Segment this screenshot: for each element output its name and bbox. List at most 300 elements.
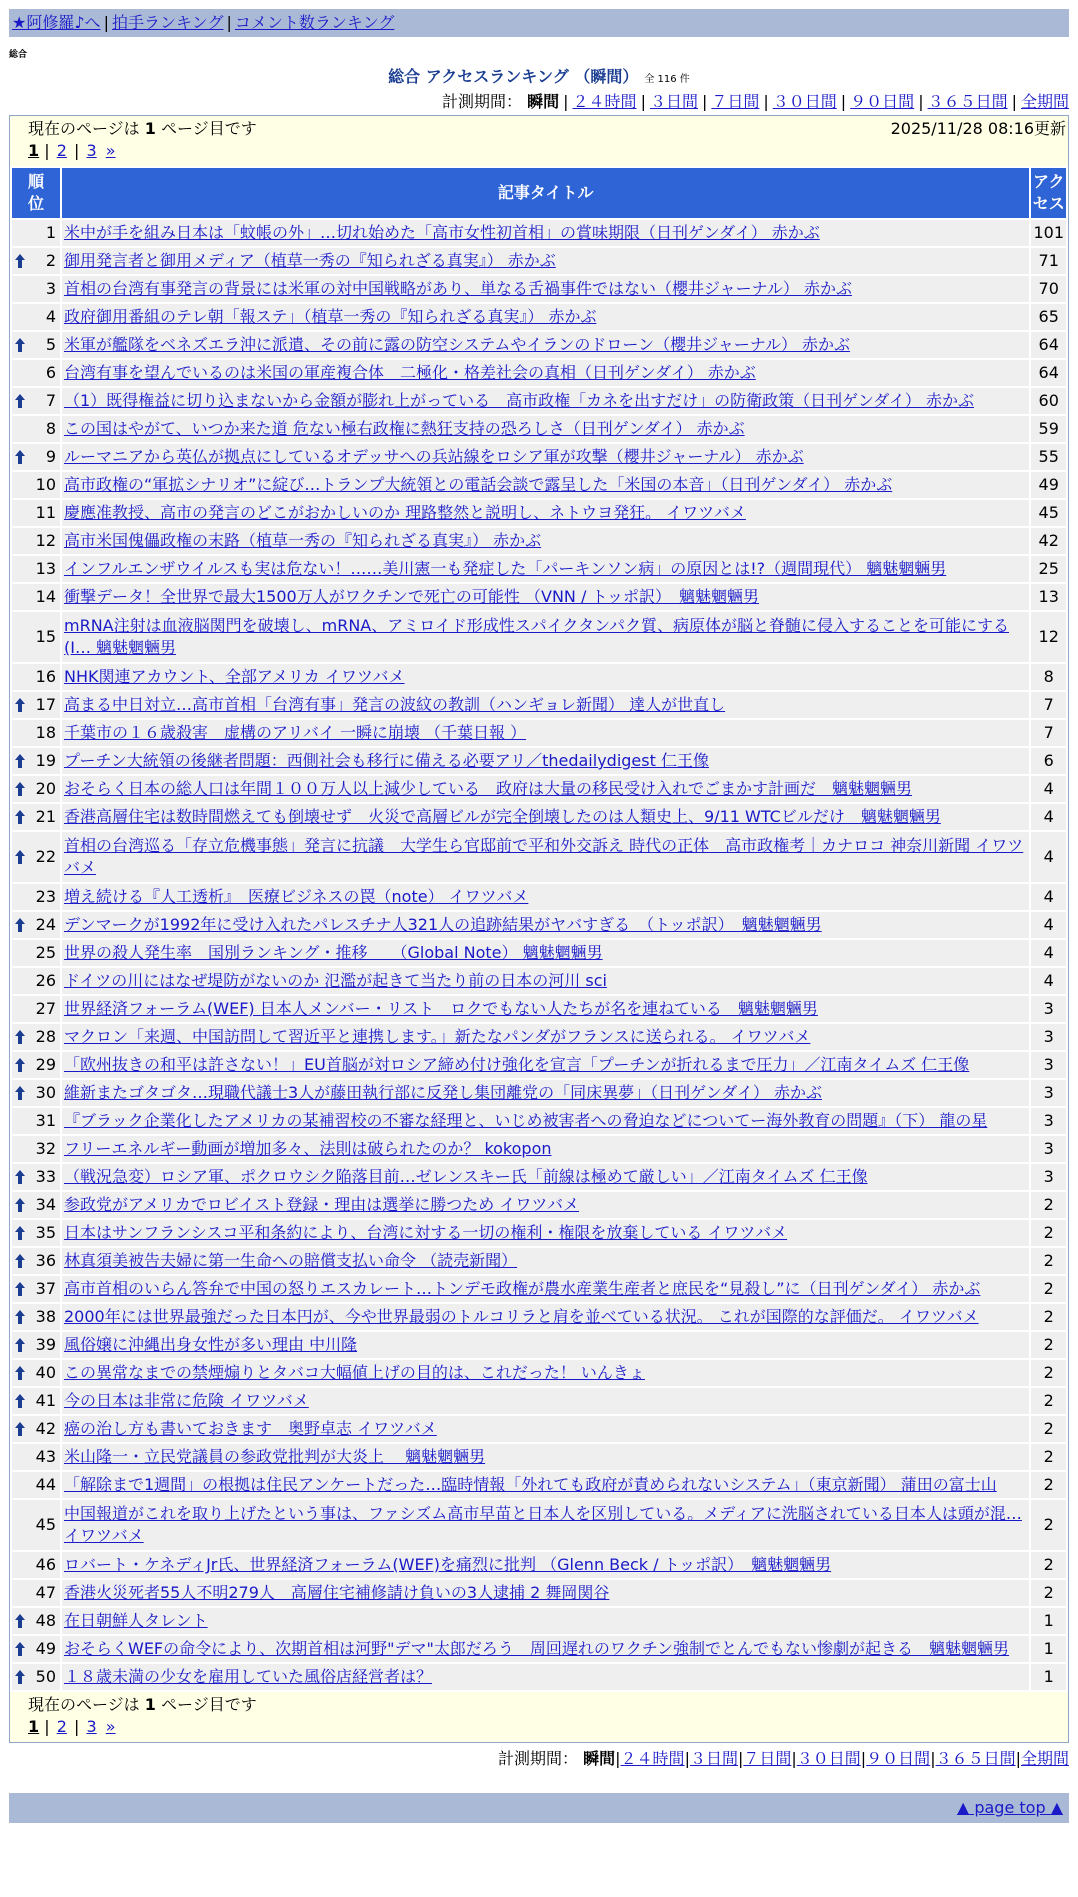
table-row [12, 612, 1066, 662]
title-cell [62, 1580, 1029, 1606]
title-cell [62, 304, 1029, 330]
article-link[interactable]: 癌の治し方も書いておきます 奥野卓志 イワツバメ [64, 1419, 437, 1438]
table-row [12, 556, 1066, 582]
rank-cell [12, 388, 60, 414]
period-label: 計測期間： [498, 1749, 579, 1768]
rank-number: 11 [35, 503, 56, 522]
rank-cell [12, 1192, 60, 1218]
rank-number: 20 [35, 779, 56, 798]
rank-number: 39 [35, 1335, 56, 1354]
rank-number: 33 [35, 1167, 56, 1186]
current-page: 1 [28, 141, 40, 160]
page-top-link[interactable]: ▲ page top ▲ [956, 1798, 1063, 1817]
pager-bottom [10, 1692, 1068, 1742]
title-cell [62, 332, 1029, 358]
up-arrow-icon [14, 1421, 26, 1437]
page-separator: | [68, 1717, 85, 1736]
article-link[interactable]: ルーマニアから英仏が拠点にしているオデッサへの兵站線をロシア軍が攻撃（櫻井ジャーナル） 赤かぶ [64, 447, 804, 466]
title-cell [62, 1360, 1029, 1386]
up-arrow-icon [14, 449, 26, 465]
title-cell [62, 1164, 1029, 1190]
access-count: 60 [1031, 388, 1066, 414]
table-row [12, 276, 1066, 302]
rank-cell [12, 1580, 60, 1606]
article-link[interactable]: 維新またゴタゴタ…現職代議士3人が藤田執行部に反発し集団離党の「同床異夢」（日刊ゲンダイ） 赤かぶ [64, 1083, 822, 1102]
comment-ranking-link[interactable]: コメント数ランキング [234, 13, 395, 32]
up-arrow-icon [14, 917, 26, 933]
title-cell [62, 968, 1029, 994]
rank-cell [12, 332, 60, 358]
rank-cell [12, 1024, 60, 1050]
rank-cell [12, 1248, 60, 1274]
title-cell [62, 996, 1029, 1022]
title-cell [62, 1220, 1029, 1246]
title-cell [62, 804, 1029, 830]
rank-number: 30 [35, 1083, 56, 1102]
article-link[interactable]: 衝撃データ！全世界で最大1500万人がワクチンで死亡の可能性 （VNN / トッポ訳） 魑魅魍魎男 [64, 587, 759, 606]
period-link-0[interactable]: ２４時間 [620, 1749, 685, 1768]
rank-cell [12, 612, 60, 662]
article-link[interactable]: 高市米国傀儡政権の末路（植草一秀の『知られざる真実』） 赤かぶ [64, 531, 542, 550]
access-count: 4 [1031, 776, 1066, 802]
period-link-2[interactable]: ７日間 [711, 92, 760, 111]
rank-number: 26 [35, 971, 56, 990]
access-count: 42 [1031, 528, 1066, 554]
access-count: 2 [1031, 1192, 1066, 1218]
article-link[interactable]: （1）既得権益に切り込まないから金額が膨れ上がっている 高市政権「カネを出すだけ」の防衛政策（日刊ゲンダイ） 赤かぶ [64, 391, 974, 410]
title-cell [62, 1472, 1029, 1498]
title-cell [62, 1416, 1029, 1442]
table-row [12, 500, 1066, 526]
up-arrow-icon [14, 1057, 26, 1073]
article-link[interactable]: 風俗嬢に沖縄出身女性が多い理由 中川隆 [64, 1335, 358, 1354]
rank-number: 3 [45, 279, 56, 298]
article-link[interactable]: NHK関連アカウント、全部アメリカ イワツバメ [64, 667, 405, 686]
period-link-6[interactable]: 全期間 [1020, 92, 1069, 111]
title-cell [62, 1552, 1029, 1578]
home-link[interactable]: ★阿修羅♪へ [12, 13, 101, 32]
period-current: 瞬間 [527, 92, 560, 111]
period-current: 瞬間 [583, 1749, 616, 1768]
article-link[interactable]: 世界経済フォーラム(WEF) 日本人メンバー・リスト ロクでもない人たちが名を連ねている 魑魅魍魎男 [64, 999, 818, 1018]
rank-cell [12, 1052, 60, 1078]
access-count: 2 [1031, 1580, 1066, 1606]
rank-number: 16 [35, 667, 56, 686]
title-cell [62, 832, 1029, 882]
article-link[interactable]: 首相の台湾有事発言の背景には米軍の対中国戦略があり、単なる舌禍事件ではない（櫻井ジャーナル） 赤かぶ [64, 279, 852, 298]
table-row [12, 248, 1066, 274]
title-cell [62, 360, 1029, 386]
article-link[interactable]: 香港高層住宅は数時間燃えても倒壊せず 火災で高層ビルが完全倒壊したのは人類史上、9/11 WTCビルだけ 魑魅魍魎男 [64, 807, 941, 826]
article-link[interactable]: 日本はサンフランシスコ平和条約により、台湾に対する一切の権利・権限を放棄している イワツバメ [64, 1223, 788, 1242]
table-row [12, 1388, 1066, 1414]
period-separator: | [1015, 1749, 1021, 1768]
table-row [12, 1636, 1066, 1662]
table-row [12, 1052, 1066, 1078]
rank-cell [12, 1472, 60, 1498]
table-row [12, 968, 1066, 994]
article-link[interactable]: 2000年には世界最強だった日本円が、今や世界最弱のトルコリラと肩を並べている状況。 これが国際的な評価だ。 イワツバメ [64, 1307, 979, 1326]
access-count: 1 [1031, 1608, 1066, 1634]
period-separator: | [563, 92, 569, 111]
title-cell [62, 416, 1029, 442]
page-title: 総合 アクセスランキング （瞬間） [388, 67, 639, 86]
title-cell [62, 1444, 1029, 1470]
up-arrow-icon [14, 1309, 26, 1325]
period-links [559, 92, 1069, 111]
rank-cell [12, 1664, 60, 1690]
rank-number: 9 [45, 447, 56, 466]
rank-number: 46 [35, 1555, 56, 1574]
table-row [12, 1024, 1066, 1050]
rank-cell [12, 444, 60, 470]
rank-cell [12, 804, 60, 830]
title-cell [62, 1608, 1029, 1634]
access-count: 2 [1031, 1416, 1066, 1442]
article-link[interactable]: フリーエネルギー動画が増加多々、法則は破られたのか？ kokopon [64, 1139, 552, 1158]
access-count: 4 [1031, 804, 1066, 830]
page-separator: | [39, 1717, 55, 1736]
access-count: 45 [1031, 500, 1066, 526]
rank-cell [12, 912, 60, 938]
title-cell [62, 1108, 1029, 1134]
col-rank-header: 順位 [12, 168, 60, 218]
up-arrow-icon [14, 1641, 26, 1657]
rank-cell [12, 248, 60, 274]
pager-top [10, 116, 1068, 166]
rank-cell [12, 968, 60, 994]
period-link-6[interactable]: 全期間 [1020, 1749, 1069, 1768]
article-link[interactable]: 政府御用番組のテレ朝「報ステ」（植草一秀の『知られざる真実』） 赤かぶ [64, 307, 597, 326]
access-count: 4 [1031, 912, 1066, 938]
page-link-1[interactable]: 3 [86, 1717, 97, 1736]
up-arrow-icon [14, 337, 26, 353]
period-link-1[interactable]: ３日間 [689, 1749, 738, 1768]
title-cell [62, 1192, 1029, 1218]
rank-cell [12, 1636, 60, 1662]
article-link[interactable]: 米中が手を組み日本は「蚊帳の外」…切れ始めた「高市女性初首相」の賞味期限（日刊ゲンダイ） 赤かぶ [64, 223, 820, 242]
rank-cell [12, 1080, 60, 1106]
access-count: 2 [1031, 1444, 1066, 1470]
title-cell [62, 1636, 1029, 1662]
access-count: 2 [1031, 1360, 1066, 1386]
rank-number: 8 [45, 419, 56, 438]
article-link[interactable]: 「欧州抜きの和平は許さない！」EU首脳が対ロシア締め付け強化を宣言「プーチンが折れるまで圧力」／江南タイムズ 仁王像 [64, 1055, 970, 1074]
table-row [12, 1192, 1066, 1218]
rank-cell [12, 360, 60, 386]
page-separator: | [68, 141, 85, 160]
nav-separator: | [103, 13, 109, 32]
page-link-2[interactable]: » [105, 1717, 116, 1736]
title-cell [62, 584, 1029, 610]
access-count: 70 [1031, 276, 1066, 302]
rank-number: 42 [35, 1419, 56, 1438]
rank-number: 27 [35, 999, 56, 1018]
article-link[interactable]: 米軍が艦隊をベネズエラ沖に派遣、その前に露の防空システムやイランのドローン（櫻井ジャーナル） 赤かぶ [64, 335, 851, 354]
article-link[interactable]: 首相の台湾巡る「存立危機事態」発言に抗議 大学生ら官邸前で平和外交訴え 時代の正体 高市政権考｜カナロコ 神奈川新聞 イワツバメ [64, 836, 1024, 877]
table-row [12, 220, 1066, 246]
period-separator: | [701, 92, 708, 111]
period-label: 計測期間： [442, 92, 523, 111]
article-link[interactable]: この国はやがて、いつか来た道 危ない極右政権に熱狂支持の恐ろしさ（日刊ゲンダイ） 赤かぶ [64, 419, 745, 438]
article-link[interactable]: mRNA注射は血液脳関門を破壊し、mRNA、アミロイド形成性スパイクタンパク質、病原体が脳と脊髄に侵入することを可能にする(I… 魑魅魍魎男 [64, 616, 1009, 657]
period-link-5[interactable]: ３６５日間 [927, 92, 1008, 111]
rank-number: 45 [35, 1515, 56, 1534]
period-link-1[interactable]: ３日間 [649, 92, 698, 111]
page-links [28, 1716, 1068, 1738]
table-row [12, 692, 1066, 718]
rank-number: 6 [45, 363, 56, 382]
rank-number: 14 [35, 587, 56, 606]
access-count: 3 [1031, 1080, 1066, 1106]
article-link[interactable]: 慶應准教授、高市の発言のどこがおかしいのか 理路整然と説明し、ネトウヨ発狂。 イワツバメ [64, 503, 746, 522]
article-link[interactable]: この異常なまでの禁煙煽りとタバコ大幅値上げの目的は、これだった！ いんきょ [64, 1363, 645, 1382]
article-link[interactable]: おそらくWEFの命令により、次期首相は河野"デマ"太郎だろう 周回遅れのワクチン強制でとんでもない惨劇が起きる 魑魅魍魎男 [64, 1639, 1010, 1658]
article-link[interactable]: プーチン大統領の後継者問題：西側社会も移行に備える必要アリ／thedailydigest 仁王像 [64, 751, 709, 770]
access-count: 8 [1031, 664, 1066, 690]
access-count: 2 [1031, 1472, 1066, 1498]
article-link[interactable]: 御用発言者と御用メディア（植草一秀の『知られざる真実』） 赤かぶ [64, 251, 556, 270]
access-count: 2 [1031, 1332, 1066, 1358]
table-row [12, 1416, 1066, 1442]
article-link[interactable]: ドイツの川にはなぜ堤防がないのか 氾濫が起きて当たり前の日本の河川 sci [64, 971, 607, 990]
up-arrow-icon [14, 1029, 26, 1045]
title-cell [62, 388, 1029, 414]
rank-cell [12, 692, 60, 718]
page-link-0[interactable]: 2 [56, 1717, 67, 1736]
access-count: 3 [1031, 1164, 1066, 1190]
rank-cell [12, 1608, 60, 1634]
rank-number: 15 [35, 627, 56, 646]
period-separator: | [918, 92, 924, 111]
article-link[interactable]: 参政党がアメリカでロビイスト登録・理由は選挙に勝つため イワツバメ [64, 1195, 580, 1214]
rank-number: 22 [35, 847, 56, 866]
rank-number: 5 [45, 335, 56, 354]
article-link[interactable]: 林真須美被告夫婦に第一生命への賠償支払い命令 （読売新聞） [64, 1251, 518, 1270]
table-row [12, 444, 1066, 470]
access-count: 64 [1031, 360, 1066, 386]
table-row [12, 832, 1066, 882]
article-link[interactable]: 在日朝鮮人タレント [64, 1611, 208, 1630]
current-page: 1 [28, 1717, 40, 1736]
access-count: 55 [1031, 444, 1066, 470]
up-arrow-icon [14, 1281, 26, 1297]
rank-number: 35 [35, 1223, 56, 1242]
ranking-table [10, 166, 1068, 1692]
heading [9, 67, 1069, 87]
table-row [12, 1248, 1066, 1274]
up-arrow-icon [14, 1337, 26, 1353]
rank-cell [12, 1360, 60, 1386]
title-cell [62, 776, 1029, 802]
table-row [12, 996, 1066, 1022]
access-count: 3 [1031, 1052, 1066, 1078]
up-arrow-icon [14, 1169, 26, 1185]
table-row [12, 1580, 1066, 1606]
access-count: 101 [1031, 220, 1066, 246]
title-cell [62, 276, 1029, 302]
article-link[interactable]: 台湾有事を望んでいるのは米国の軍産複合体 二極化・格差社会の真相（日刊ゲンダイ） 赤かぶ [64, 363, 756, 382]
up-arrow-icon [14, 1669, 26, 1685]
article-link[interactable]: 『ブラック企業化したアメリカの某補習校の不審な経理と、いじめ被害者への脅迫などについてー海外教育の問題』（下） 龍の星 [64, 1111, 988, 1130]
footer-bar [9, 1793, 1069, 1823]
rank-number: 18 [35, 723, 56, 742]
access-count: 64 [1031, 332, 1066, 358]
article-link[interactable]: 高まる中日対立…高市首相「台湾有事」発言の波紋の教訓（ハンギョレ新聞） 達人が世直し [64, 695, 726, 714]
article-link[interactable]: デンマークが1992年に受け入れたパレスチナ人321人の追跡結果がヤバすぎる （トッポ訳） 魑魅魍魎男 [64, 915, 822, 934]
title-cell [62, 1248, 1029, 1274]
up-arrow-icon [14, 697, 26, 713]
rank-cell [12, 1388, 60, 1414]
period-separator: | [640, 92, 646, 111]
col-access-header: アクセス [1031, 168, 1066, 218]
access-count: 49 [1031, 472, 1066, 498]
rank-number: 24 [35, 915, 56, 934]
period-link-2[interactable]: ７日間 [743, 1749, 792, 1768]
period-link-5[interactable]: ３６５日間 [935, 1749, 1016, 1768]
access-count: 4 [1031, 832, 1066, 882]
title-cell [62, 500, 1029, 526]
rank-cell [12, 584, 60, 610]
period-separator: | [930, 1749, 936, 1768]
rank-number: 50 [35, 1667, 56, 1686]
title-cell [62, 1276, 1029, 1302]
title-cell [62, 1136, 1029, 1162]
article-link[interactable]: １８歳未満の少女を雇用していた風俗店経営者は？ [64, 1667, 433, 1686]
article-link[interactable]: 千葉市の１６歳殺害 虚構のアリバイ 一瞬に崩壊 （千葉日報 ） [64, 723, 527, 742]
table-row [12, 1304, 1066, 1330]
rank-number: 25 [35, 943, 56, 962]
article-link[interactable]: おそらく日本の総人口は年間１００万人以上減少している 政府は大量の移民受け入れでごまかす計画だ 魑魅魍魎男 [64, 779, 913, 798]
up-arrow-icon [14, 393, 26, 409]
rank-cell [12, 776, 60, 802]
table-row [12, 304, 1066, 330]
rank-number: 47 [35, 1583, 56, 1602]
title-cell [62, 720, 1029, 746]
article-link[interactable]: ロバート・ケネディJr氏、世界経済フォーラム(WEF)を痛烈に批判 （Glenn Beck / トッポ訳） 魑魅魍魎男 [64, 1555, 832, 1574]
table-row [12, 884, 1066, 910]
up-arrow-icon [14, 1253, 26, 1269]
clap-ranking-link[interactable]: 拍手ランキング [111, 13, 224, 32]
title-cell [62, 912, 1029, 938]
article-link[interactable]: （戦況急変）ロシア軍、ポクロウシク陥落目前…ゼレンスキー氏「前線は極めて厳しい」／江南タイムズ 仁王像 [64, 1167, 868, 1186]
period-separator: | [1011, 92, 1017, 111]
table-row [12, 912, 1066, 938]
access-count: 2 [1031, 1500, 1066, 1550]
page-link-2[interactable]: » [105, 141, 116, 160]
article-link[interactable]: 高市政権の“軍拡シナリオ”に綻び…トランプ大統領との電話会談で露呈した「米国の本音」（日刊ゲンダイ） 赤かぶ [64, 475, 893, 494]
up-arrow-icon [14, 253, 26, 269]
title-cell [62, 940, 1029, 966]
table-row [12, 332, 1066, 358]
up-arrow-icon [14, 1085, 26, 1101]
rank-cell [12, 556, 60, 582]
nav-separator: | [226, 13, 232, 32]
article-link[interactable]: 世界の殺人発生率 国別ランキング・推移 （Global Note） 魑魅魍魎男 [64, 943, 603, 962]
period-link-3[interactable]: ３０日間 [796, 1749, 861, 1768]
access-count: 3 [1031, 1108, 1066, 1134]
up-arrow-icon [14, 1393, 26, 1409]
table-row [12, 776, 1066, 802]
title-cell [62, 612, 1029, 662]
rank-number: 17 [35, 695, 56, 714]
rank-cell [12, 416, 60, 442]
period-separator: | [791, 1749, 797, 1768]
rank-cell [12, 748, 60, 774]
table-row [12, 1136, 1066, 1162]
title-cell [62, 444, 1029, 470]
rank-number: 12 [35, 531, 56, 550]
title-cell [62, 472, 1029, 498]
table-row [12, 748, 1066, 774]
article-link[interactable]: マクロン「来週、中国訪問して習近平と連携します。」新たなパンダがフランスに送られる。 イワツバメ [64, 1027, 811, 1046]
rank-cell [12, 940, 60, 966]
access-count: 2 [1031, 1220, 1066, 1246]
article-link[interactable]: インフルエンザウイルスも実は危ない！……美川憲一も発症した「パーキンソン病」の原因とは!?（週間現代） 魑魅魍魎男 [64, 559, 947, 578]
title-cell [62, 1080, 1029, 1106]
access-count: 2 [1031, 1388, 1066, 1414]
rank-number: 43 [35, 1447, 56, 1466]
table-row [12, 804, 1066, 830]
top-nav-bar [9, 9, 1069, 37]
article-link[interactable]: 中国報道がこれを取り上げたという事は、ファシズム高市早苗と日本人を区別している。メディアに洗脳されている日本人は頭が混… イワツバメ [64, 1504, 1022, 1545]
title-cell [62, 692, 1029, 718]
access-count: 4 [1031, 940, 1066, 966]
page-separator: | [39, 141, 55, 160]
period-link-4[interactable]: ９０日間 [866, 1749, 931, 1768]
rank-cell [12, 664, 60, 690]
title-cell [62, 748, 1029, 774]
access-count: 2 [1031, 1276, 1066, 1302]
access-count: 71 [1031, 248, 1066, 274]
up-arrow-icon [14, 753, 26, 769]
category-label: 総合 [9, 50, 28, 60]
article-link[interactable]: 米山隆一・立民党議員の参政党批判が大炎上 魑魅魍魎男 [64, 1447, 486, 1466]
article-link[interactable]: 今の日本は非常に危険 イワツバメ [64, 1391, 309, 1410]
period-link-3[interactable]: ３０日間 [772, 92, 837, 111]
table-row [12, 416, 1066, 442]
rank-number: 40 [35, 1363, 56, 1382]
table-row [12, 720, 1066, 746]
period-link-0[interactable]: ２４時間 [572, 92, 637, 111]
rank-number: 7 [45, 391, 56, 410]
page-link-1[interactable]: 3 [86, 141, 97, 160]
page-link-0[interactable]: 2 [56, 141, 67, 160]
access-count: 7 [1031, 720, 1066, 746]
col-title-header: 記事タイトル [62, 168, 1029, 218]
table-row [12, 1500, 1066, 1550]
table-row [12, 528, 1066, 554]
article-link[interactable]: 高市首相のいらん答弁で中国の怒りエスカレート…トンデモ政権が農水産業生産者と庶民を“見殺し”に（日刊ゲンダイ） 赤かぶ [64, 1279, 981, 1298]
article-link[interactable]: 増え続ける『人工透析』 医療ビジネスの罠（note） イワツバメ [64, 887, 529, 906]
table-row [12, 1080, 1066, 1106]
access-count: 65 [1031, 304, 1066, 330]
access-count: 2 [1031, 1304, 1066, 1330]
table-row [12, 1472, 1066, 1498]
title-cell [62, 220, 1029, 246]
rank-number: 36 [35, 1251, 56, 1270]
article-link[interactable]: 「解除まで1週間」の根拠は住民アンケートだった…臨時情報「外れても政府が責められないシステム」（東京新聞） 蒲田の富士山 [64, 1475, 997, 1494]
access-count: 12 [1031, 612, 1066, 662]
page-links [28, 140, 1068, 162]
period-separator: | [860, 1749, 867, 1768]
period-link-4[interactable]: ９０日間 [850, 92, 915, 111]
rank-cell [12, 1332, 60, 1358]
article-link[interactable]: 香港火災死者55人不明279人 高層住宅補修請け負いの3人逮捕 2 舞岡関谷 [64, 1583, 610, 1602]
total-count: 全 116 件 [644, 74, 690, 85]
table-row [12, 472, 1066, 498]
rank-number: 49 [35, 1639, 56, 1658]
